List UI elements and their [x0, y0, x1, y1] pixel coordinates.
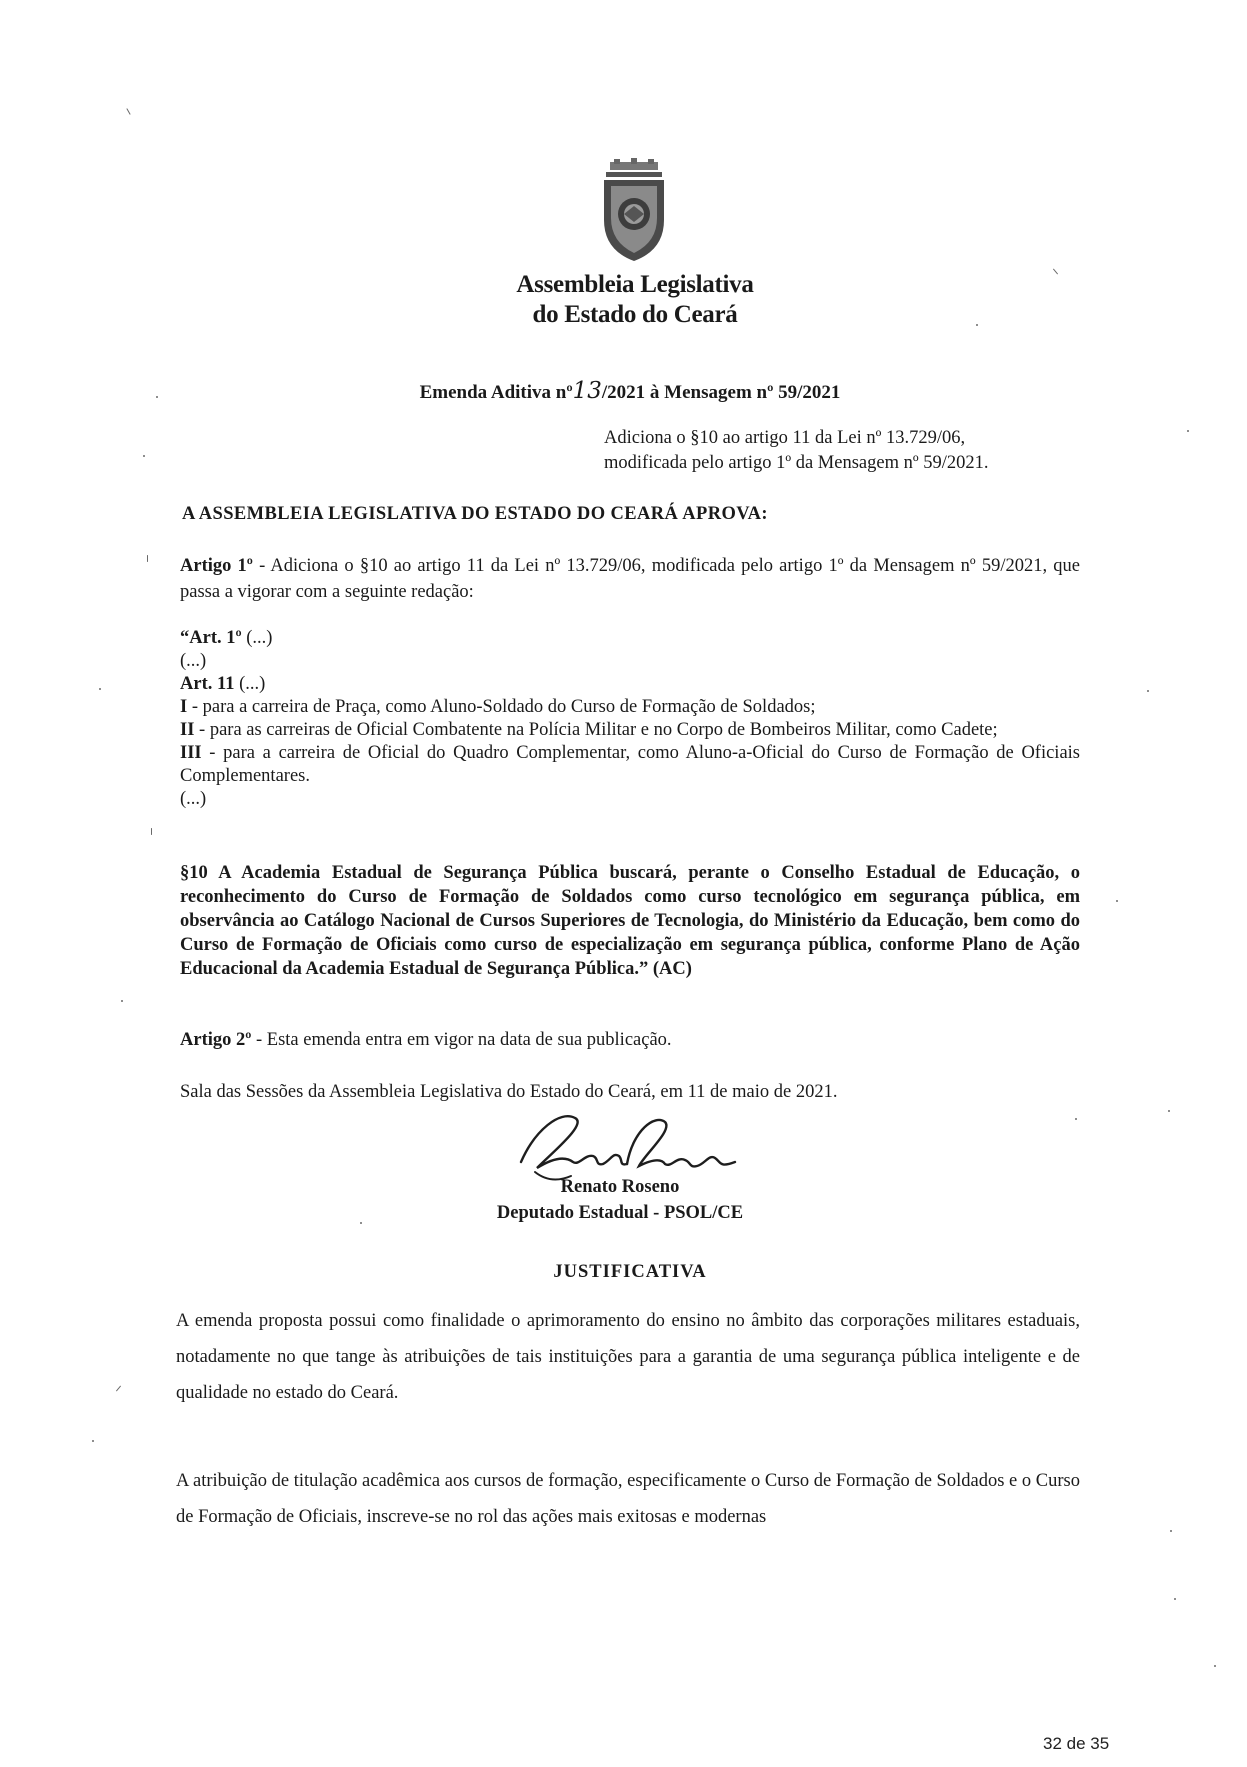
scan-speck: [1168, 1110, 1170, 1112]
amended-text-block: [180, 627, 1080, 811]
inciso-1: [180, 696, 1080, 719]
session-date-line: Sala das Sessões da Assembleia Legislativa do Estado do Ceará, em 11 de maio de 2021.: [180, 1082, 838, 1102]
ementa-line2: modificada pelo artigo 1º da Mensagem nº 59/2021.: [604, 453, 989, 473]
amended-art11-ellipsis: (...): [234, 674, 266, 694]
amendment-title-suffix: /2021 à Mensagem nº 59/2021: [601, 382, 841, 403]
amended-art1-line: [180, 627, 1080, 650]
inciso-1-text: - para a carreira de Praça, como Aluno-Soldado do Curso de Formação de Soldados;: [187, 697, 816, 717]
scan-speck: [147, 555, 148, 562]
scan-speck: [360, 1222, 362, 1224]
inciso-3-label: III: [180, 743, 202, 763]
scan-speck: [121, 1000, 123, 1002]
amended-ellipsis-a: (...): [180, 651, 207, 671]
inciso-3-text: - para a carreira de Oficial do Quadro Complementar, como Aluno-a-Oficial do Curso de Formação de Oficiais Complementares.: [180, 743, 1080, 786]
amendment-title-prefix: Emenda Aditiva nº: [419, 382, 573, 403]
inciso-3: [180, 742, 1080, 788]
ementa-line1: Adiciona o §10 ao artigo 11 da Lei nº 13.729/06,: [604, 428, 966, 448]
article-2-text: - Esta emenda entra em vigor na data de sua publicação.: [251, 1030, 672, 1050]
article-1-text: - Adiciona o §10 ao artigo 11 da Lei nº 13.729/06, modificada pelo artigo 1º da Mensagem nº 59/2021, que passa a vigorar com a seguinte redação:: [180, 556, 1080, 602]
ceara-coat-of-arms-icon: [594, 158, 674, 263]
scan-speck: [92, 1440, 94, 1442]
amended-art1-label: “Art. 1º: [180, 628, 242, 648]
scan-speck: [1214, 1665, 1216, 1667]
justification-title: JUSTIFICATIVA: [553, 1262, 707, 1282]
inciso-2: [180, 719, 1080, 742]
signatory-role: Deputado Estadual - PSOL/CE: [496, 1203, 744, 1223]
article-2-label: Artigo 2º: [180, 1030, 252, 1050]
paragraph-10: §10 A Academia Estadual de Segurança Pública buscará, perante o Conselho Estadual de Educação, o reconhecimento do Curso de Formação de Soldados como curso tecnológico em segurança pública, em observância ao Catálogo Nacional de Cursos Superiores de Tecnologia, do Ministério da Educação, bem como do Curso de Formação de Oficiais como curso de especialização em segurança pública, conforme Plano de Ação Educacional da Academia Estadual de Segurança Pública.” (AC): [180, 863, 1080, 979]
scan-speck: [126, 108, 130, 115]
scan-speck: [1116, 900, 1118, 902]
scan-speck: [1147, 690, 1149, 692]
scan-speck: [1187, 430, 1189, 432]
institution-name-line2: do Estado do Ceará: [532, 301, 738, 328]
justification-paragraph-2: A atribuição de titulação acadêmica aos cursos de formação, especificamente o Curso de Formação de Soldados e o Curso de Formação de Oficiais, inscreve-se no rol das ações mais exitosas e modernas: [176, 1471, 1080, 1527]
amendment-title: [370, 378, 890, 404]
scan-speck: [151, 828, 152, 835]
amended-art11-label: Art. 11: [180, 674, 235, 694]
inciso-2-label: II: [180, 720, 195, 740]
amended-ellipsis-b: (...): [180, 789, 207, 809]
scan-speck: [116, 1385, 121, 1391]
amendment-handwritten-number: 13: [572, 378, 602, 404]
scan-speck: [1053, 268, 1058, 274]
scan-speck: [99, 688, 101, 690]
article-2: [180, 1030, 1080, 1051]
inciso-2-text: - para as carreiras de Oficial Combatente na Polícia Militar e no Corpo de Bombeiros Militar, como Cadete;: [194, 720, 998, 740]
article-1-label: Artigo 1º: [180, 556, 253, 576]
scan-speck: [156, 396, 158, 398]
justification-paragraph-1: A emenda proposta possui como finalidade o aprimoramento do ensino no âmbito das corporações militares estaduais, notadamente no que tange às atribuições de tais instituições para a garantia de uma segurança pública inteligente e de qualidade no estado do Ceará.: [176, 1311, 1080, 1403]
scan-speck: [976, 324, 978, 326]
institution-name-line1: Assembleia Legislativa: [516, 271, 754, 298]
signatory-name: Renato Roseno: [560, 1177, 680, 1197]
article-1: [180, 553, 1080, 605]
ementa: [604, 426, 1074, 476]
inciso-1-label: I: [180, 697, 188, 717]
scan-speck: [1170, 1530, 1172, 1532]
page-number: 32 de 35: [1043, 1734, 1110, 1753]
amended-art11-line: [180, 673, 1080, 696]
approval-heading: A ASSEMBLEIA LEGISLATIVA DO ESTADO DO CEARÁ APROVA:: [182, 504, 768, 524]
scan-speck: [1075, 1118, 1077, 1120]
scan-speck: [143, 455, 145, 457]
amended-art1-ellipsis: (...): [241, 628, 273, 648]
scan-speck: [1174, 1598, 1176, 1600]
